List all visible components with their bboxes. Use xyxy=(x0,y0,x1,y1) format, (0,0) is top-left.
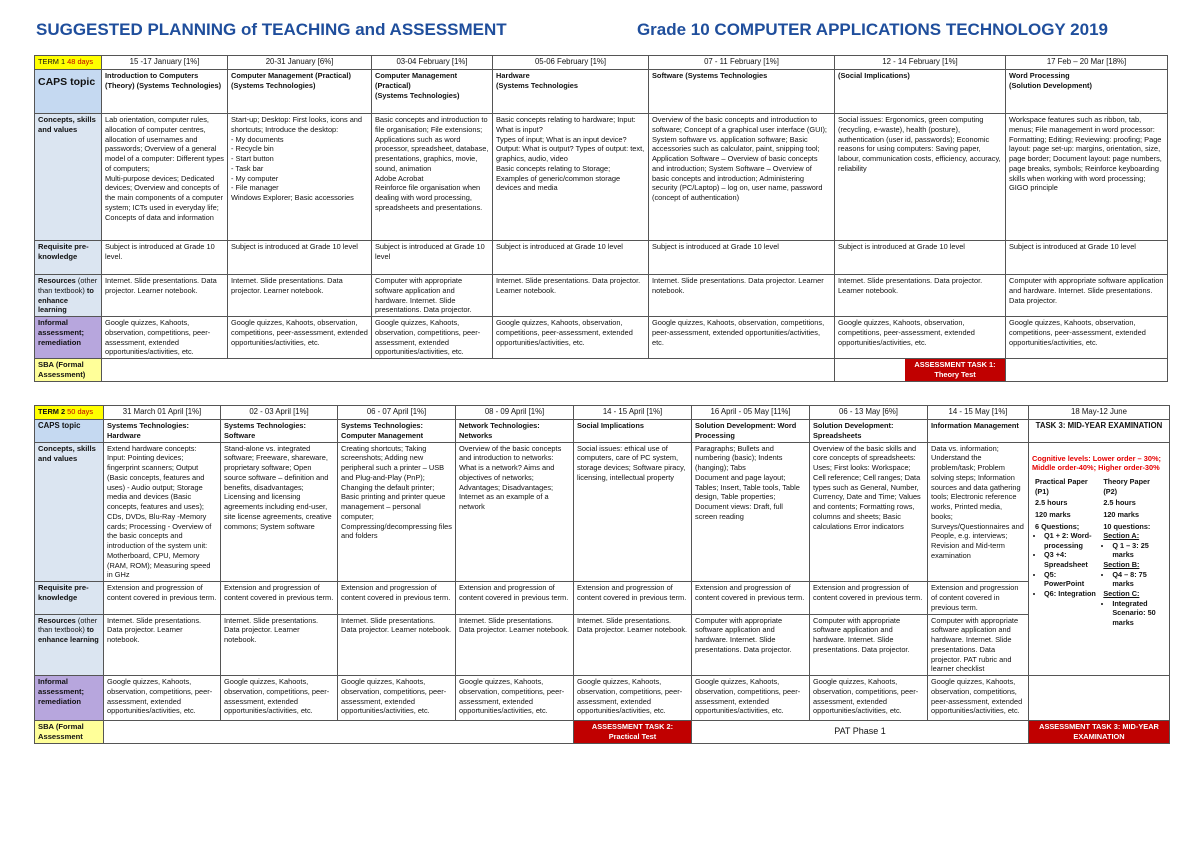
informal-cell: Google quizzes, Kahoots, observation, competitions, peer-assessment, extended opportunities/activities, etc. xyxy=(228,317,372,359)
resources-cell: Computer with appropriate software application and hardware. Internet. Slide presentations. Data projector. xyxy=(692,614,810,676)
term1-informal-row xyxy=(35,317,1168,359)
week-cell: 08 - 09 April [1%] xyxy=(456,406,574,420)
row-label-sba: SBA (Formal Assessment) xyxy=(35,359,102,382)
resources-cell: Internet. Slide presentations. Data projector. Learner notebook. xyxy=(649,275,835,317)
term2-resources-row xyxy=(35,614,1170,676)
requisite-cell: Extension and progression of content covered in previous term. xyxy=(810,582,928,614)
concept-cell: Data vs. information; Understand the problem/task; Problem solving steps; Information sources and data gathering tools; Electronic reference works, Printed media, books; Surveys/Questionnaires and People, e.g. interviews; Revision and Mid-term examination xyxy=(928,442,1029,582)
resources-cell: Internet. Slide presentations. Data projector. Learner notebook. xyxy=(228,275,372,317)
week-cell: 20-31 January [6%] xyxy=(228,56,372,70)
requisite-cell: Subject is introduced at Grade 10 level xyxy=(1006,241,1168,275)
theory-marks: 120 marks xyxy=(1103,509,1140,519)
practical-item: • Q6: Integration xyxy=(1044,589,1097,599)
theory-questions: 10 questions: Section A: • Q 1 – 3: 25 marks Section B: • Q4 – 8: 75 marks Section C: • Integrated Scenario: 50 marks xyxy=(1100,521,1166,629)
row-label-resources: Resources (other than textbook) to enhance learning xyxy=(35,275,102,317)
week-cell: 14 - 15 April [1%] xyxy=(574,406,692,420)
row-label-sba: SBA (Formal Assessment xyxy=(35,721,104,744)
requisite-cell: Subject is introduced at Grade 10 level xyxy=(493,241,649,275)
resources-cell: Internet. Slide presentations. Data projector. Learner notebook. xyxy=(456,614,574,676)
concept-cell: Overview of the basic concepts and introduction to networks: What is a network? Aims and objectives of networks; Advantages; Disadvantages; Internet as an example of a network xyxy=(456,442,574,582)
term1-week-row xyxy=(35,56,1168,70)
pat-phase-1: PAT Phase 1 xyxy=(692,721,1029,744)
topic-cell: (Social Implications) xyxy=(835,70,1006,114)
informal-cell: Google quizzes, Kahoots, observation, competitions, peer-assessment, extended opportunities/activities, etc. xyxy=(104,676,221,721)
topic-cell: Solution Development: Word Processing xyxy=(692,420,810,443)
topic-cell: Information Management xyxy=(928,420,1029,443)
row-label-requisite: Requisite pre-knowledge xyxy=(35,241,102,275)
term1-requisite-row xyxy=(35,241,1168,275)
requisite-cell: Extension and progression of content covered in previous term. xyxy=(928,582,1029,614)
concept-cell: Basic concepts and introduction to file organisation; File extensions; Applications such as word processor, spreadsheet, database, presentations, graphics, movie, sound, animation Adobe Acrobat Reinforce file organisation when dealing with word processing, spreadsheets and presentations. xyxy=(372,114,493,241)
resources-cell: Internet. Slide presentations. Data projector. Learner notebook. xyxy=(104,614,221,676)
resources-cell: Internet. Slide presentations. Data projector. Learner notebook. xyxy=(102,275,228,317)
week-cell: 02 - 03 April [1%] xyxy=(221,406,338,420)
term2-label: TERM 2 50 days xyxy=(35,406,104,420)
sba-empty-cell xyxy=(102,359,835,382)
row-label-requisite: Requisite pre-knowledge xyxy=(35,582,104,614)
cognitive-levels: Cognitive levels: Lower order – 30%; Middle order-40%; Higher order-30% xyxy=(1032,453,1161,473)
sba-empty-cell xyxy=(1006,359,1168,382)
term2-concepts-row xyxy=(35,442,1170,582)
resources-cell: Internet. Slide presentations. Data projector. Learner notebook. xyxy=(493,275,649,317)
resources-cell: Computer with appropriate software application and hardware. Internet. Slide presentations. Data projector. xyxy=(1006,275,1168,317)
section-b-item: • Q4 – 8: 75 marks xyxy=(1112,570,1163,589)
term1-table xyxy=(34,55,1168,382)
week-cell: 16 April - 05 May [11%] xyxy=(692,406,810,420)
requisite-cell: Extension and progression of content covered in previous term. xyxy=(692,582,810,614)
term1-sba-row xyxy=(35,359,1168,382)
row-label-caps: CAPS topic xyxy=(35,420,104,443)
assessment-task-3: ASSESSMENT TASK 3: MID-YEAR EXAMINATION xyxy=(1029,721,1170,744)
informal-cell: Google quizzes, Kahoots, observation, competitions, peer-assessment, extended opportunities/activities, etc. xyxy=(221,676,338,721)
theory-hours: 2.5 hours xyxy=(1103,498,1136,508)
week-cell: 14 - 15 May [1%] xyxy=(928,406,1029,420)
exam-details-cell xyxy=(1029,442,1170,676)
resources-cell: Internet. Slide presentations. Data projector. Learner notebook. xyxy=(221,614,338,676)
term1-concepts-row xyxy=(35,114,1168,241)
concept-cell: Overview of the basic concepts and introduction to software; Concept of a graphical user interface (GUI); System software vs. application software; Basic accessories such as calculator, paint, snipping tool; Application Software – Overview of basic concepts and introduction; System Software – Overview of basic concepts and introduction; Administering security (PC/Laptop) – log on, user name, password (concept of authentication) xyxy=(649,114,835,241)
term2-week-row xyxy=(35,406,1170,420)
resources-cell: Computer with appropriate software application and hardware. Internet. Slide presentations. Data projector. xyxy=(810,614,928,676)
informal-cell: Google quizzes, Kahoots, observation, competitions, peer-assessment, extended opportunities/activities, etc. xyxy=(1006,317,1168,359)
row-label-concepts: Concepts, skills and values xyxy=(35,114,102,241)
informal-cell: Google quizzes, Kahoots, observation, competitions, peer-assessment, extended opportunities/activities, etc. xyxy=(574,676,692,721)
exam-papers-table xyxy=(1032,476,1166,628)
topic-cell: Systems Technologies: Software xyxy=(221,420,338,443)
term2-requisite-row xyxy=(35,582,1170,614)
week-cell: 15 -17 January [1%] xyxy=(102,56,228,70)
row-label-resources: Resources (other than textbook) to enhance learning xyxy=(35,614,104,676)
resources-cell: Internet. Slide presentations. Data projector. Learner notebook. xyxy=(835,275,1006,317)
concept-cell: Basic concepts relating to hardware; Input: What is input? Types of input; What is an input device? Output: What is output? Types of output: text, graphics, audio, video Basic concepts relating to Storage; Examples of generic/common storage devices and media xyxy=(493,114,649,241)
week-cell: 17 Feb – 20 Mar [18%] xyxy=(1006,56,1168,70)
informal-cell: Google quizzes, Kahoots, observation, competitions, peer-assessment, extended opportunities/activities, etc. xyxy=(810,676,928,721)
topic-cell: Software (Systems Technologies xyxy=(649,70,835,114)
term2-sba-row xyxy=(35,721,1170,744)
practical-questions: 6 Questions; • Q1 + 2: Word-processing • Q3 +4: Spreadsheet • Q5: PowerPoint • Q6: Integration xyxy=(1032,521,1100,629)
informal-cell: Google quizzes, Kahoots, observation, competitions, peer-assessment, extended opportunities/activities, etc. xyxy=(928,676,1029,721)
informal-cell: Google quizzes, Kahoots, observation, competitions, peer-assessment, extended opportunities/activities, etc. xyxy=(493,317,649,359)
practical-paper-title: Practical Paper (P1) xyxy=(1035,477,1088,496)
concept-cell: Overview of the basic skills and core concepts of spreadsheets: Uses; First looks: Workspace; Cell reference; Cell ranges; Data types such as General, Number, Currency, Date and Time; Values and contents; Formatting rows, columns and sheets; Basic calculations Error indicators xyxy=(810,442,928,582)
topic-cell: Introduction to Computers (Theory) (Systems Technologies) xyxy=(102,70,228,114)
resources-cell: Internet. Slide presentations. Data projector. Learner notebook. xyxy=(574,614,692,676)
week-cell: 06 - 07 April [1%] xyxy=(338,406,456,420)
week-cell: 31 March 01 April [1%] xyxy=(104,406,221,420)
term2-caps-row xyxy=(35,420,1170,443)
requisite-cell: Subject is introduced at Grade 10 level xyxy=(372,241,493,275)
practical-marks: 120 marks xyxy=(1035,509,1071,519)
topic-cell: Computer Management (Practical) (Systems Technologies) xyxy=(372,70,493,114)
topic-cell: Network Technologies: Networks xyxy=(456,420,574,443)
informal-cell: Google quizzes, Kahoots, observation, competitions, peer-assessment, extended opportunities/activities, etc. xyxy=(338,676,456,721)
week-cell: 18 May-12 June xyxy=(1029,406,1170,420)
page-title: SUGGESTED PLANNING of TEACHING and ASSESSMENT xyxy=(36,20,507,39)
sba-task-cell xyxy=(835,359,1006,382)
row-label-caps: CAPS topic xyxy=(35,70,102,114)
informal-cell: Google quizzes, Kahoots, observation, competitions, peer-assessment, extended opportunities/activities, etc. xyxy=(456,676,574,721)
informal-cell: Google quizzes, Kahoots, observation, competitions, peer-assessment, extended opportunities/activities, etc. xyxy=(372,317,493,359)
week-cell: 06 - 13 May [6%] xyxy=(810,406,928,420)
grade-subject-title: Grade 10 COMPUTER APPLICATIONS TECHNOLOGY 2019 xyxy=(636,20,1108,39)
resources-cell: Internet. Slide presentations. Data projector. Learner notebook. xyxy=(338,614,456,676)
week-cell: 03-04 February [1%] xyxy=(372,56,493,70)
topic-cell: Solution Development: Spreadsheets xyxy=(810,420,928,443)
topic-cell: Word Processing (Solution Development) xyxy=(1006,70,1168,114)
concept-cell: Extend hardware concepts: Input: Pointing devices; fingerprint scanners; Output (Basic concepts, features and uses) - Audio output; Storage media and devices (Basic concepts, features and uses); CDs, DVDs, Blu-Ray -Memory cards; Processing - Overview of the basic concepts and introduction of the system unit: Motherboard, CPU, Memory (RAM, ROM); Measuring speed in GHz xyxy=(104,442,221,582)
row-label-informal: Informal assessment; remediation xyxy=(35,317,102,359)
informal-cell: Google quizzes, Kahoots, observation, competitions, peer-assessment, extended opportunities/activities, etc. xyxy=(835,317,1006,359)
requisite-cell: Extension and progression of content covered in previous term. xyxy=(338,582,456,614)
practical-hours: 2.5 hours xyxy=(1035,498,1068,508)
informal-empty-cell xyxy=(1029,676,1170,721)
week-cell: 07 - 11 February [1%] xyxy=(649,56,835,70)
requisite-cell: Extension and progression of content covered in previous term. xyxy=(574,582,692,614)
informal-cell: Google quizzes, Kahoots, observation, competitions, peer-assessment, extended opportunities/activities, etc. xyxy=(102,317,228,359)
requisite-cell: Subject is introduced at Grade 10 level xyxy=(835,241,1006,275)
topic-cell: TASK 3: MID-YEAR EXAMINATION xyxy=(1029,420,1170,443)
practical-item: • Q3 +4: Spreadsheet xyxy=(1044,550,1097,569)
term1-caps-row xyxy=(35,70,1168,114)
requisite-cell: Extension and progression of content covered in previous term. xyxy=(456,582,574,614)
concept-cell: Lab orientation, computer rules, allocation of computer centres, allocation of usernames and passwords; Overview of a general model of a computer: Different types of computers; Multi-purpose devices; Dedicated devices; Overview and concepts of the main components of a computer system; ICTs used in everyday life; Concepts of data and information xyxy=(102,114,228,241)
concept-cell: Social issues: ethical use of computers, care of PC system, storage devices; Software piracy, licensing, intellectual property xyxy=(574,442,692,582)
topic-cell: Computer Management (Practical) (Systems Technologies) xyxy=(228,70,372,114)
term2-table xyxy=(34,405,1170,744)
sba-empty-cell xyxy=(104,721,574,744)
assessment-task-2: ASSESSMENT TASK 2: Practical Test xyxy=(574,721,692,744)
concept-cell: Paragraphs; Bullets and numbering (basic); Indents (hanging); Tabs Document and page layout; Tables; Insert, Table tools, Table design, Table properties; Document views: Draft, full screen reading xyxy=(692,442,810,582)
resources-cell: Computer with appropriate software application and hardware. Internet. Slide presentations. Data projector. xyxy=(372,275,493,317)
topic-cell: Systems Technologies: Hardware xyxy=(104,420,221,443)
informal-cell: Google quizzes, Kahoots, observation, competitions, peer-assessment, extended opportunities/activities, etc. xyxy=(692,676,810,721)
requisite-cell: Subject is introduced at Grade 10 level. xyxy=(102,241,228,275)
section-a-item: • Q 1 – 3: 25 marks xyxy=(1112,541,1163,560)
practical-item: • Q1 + 2: Word-processing xyxy=(1044,531,1097,550)
resources-cell: Computer with appropriate software application and hardware. Internet. Slide presentations. Data projector. PAT rubric and learner checklist xyxy=(928,614,1029,676)
concept-cell: Social issues: Ergonomics, green computing (recycling, e-waste), health (posture), authentication (user id, passwords); Economic reasons for using computers: Saving paper, labour, communication costs, efficiency, accuracy, reliability xyxy=(835,114,1006,241)
week-cell: 05-06 February [1%] xyxy=(493,56,649,70)
requisite-cell: Extension and progression of content covered in previous term. xyxy=(221,582,338,614)
requisite-cell: Extension and progression of content covered in previous term. xyxy=(104,582,221,614)
week-cell: 12 - 14 February [1%] xyxy=(835,56,1006,70)
row-label-informal: Informal assessment; remediation xyxy=(35,676,104,721)
row-label-concepts: Concepts, skills and values xyxy=(35,442,104,582)
concept-cell: Stand-alone vs. integrated software; Freeware, shareware, proprietary software; Open source software – definition and benefits, disadvantages; Licensing and licensing agreements including end-user, site license agreements, creative commons; System software xyxy=(221,442,338,582)
topic-cell: Systems Technologies: Computer Management xyxy=(338,420,456,443)
practical-item: • Q5: PowerPoint xyxy=(1044,570,1097,589)
term1-label: TERM 1 48 days xyxy=(35,56,102,70)
concept-cell: Workspace features such as ribbon, tab, menus; File management in word processor: Formatting; Editing; Reviewing: proofing; Page layout: page set-up: margins, orientation, size, page border; Document layout: page numbers, page breaks, symbols; Reinforce keyboarding skills when working with word processing; GIGO principle xyxy=(1006,114,1168,241)
theory-paper-title: Theory Paper (P2) xyxy=(1103,477,1150,496)
requisite-cell: Subject is introduced at Grade 10 level xyxy=(228,241,372,275)
topic-cell: Hardware (Systems Technologies xyxy=(493,70,649,114)
assessment-task-1: ASSESSMENT TASK 1: Theory Test xyxy=(905,359,1005,381)
term1-resources-row xyxy=(35,275,1168,317)
concept-cell: Start-up; Desktop: First looks, icons and shortcuts; Introduce the desktop: - My documents - Recycle bin - Start button - Task bar - My computer - File manager Windows Explorer; Basic accessories xyxy=(228,114,372,241)
term2-informal-row xyxy=(35,676,1170,721)
informal-cell: Google quizzes, Kahoots, observation, competitions, peer-assessment, extended opportunities/activities, etc. xyxy=(649,317,835,359)
section-c-item: • Integrated Scenario: 50 marks xyxy=(1112,599,1163,628)
concept-cell: Creating shortcuts; Taking screenshots; Adding new peripheral such a printer – USB and Plug-and-Play (PnP); Changing the default printer; Basic printing and printer queue management – personal computer; Compressing/decompressing files and folders xyxy=(338,442,456,582)
topic-cell: Social Implications xyxy=(574,420,692,443)
requisite-cell: Subject is introduced at Grade 10 level xyxy=(649,241,835,275)
